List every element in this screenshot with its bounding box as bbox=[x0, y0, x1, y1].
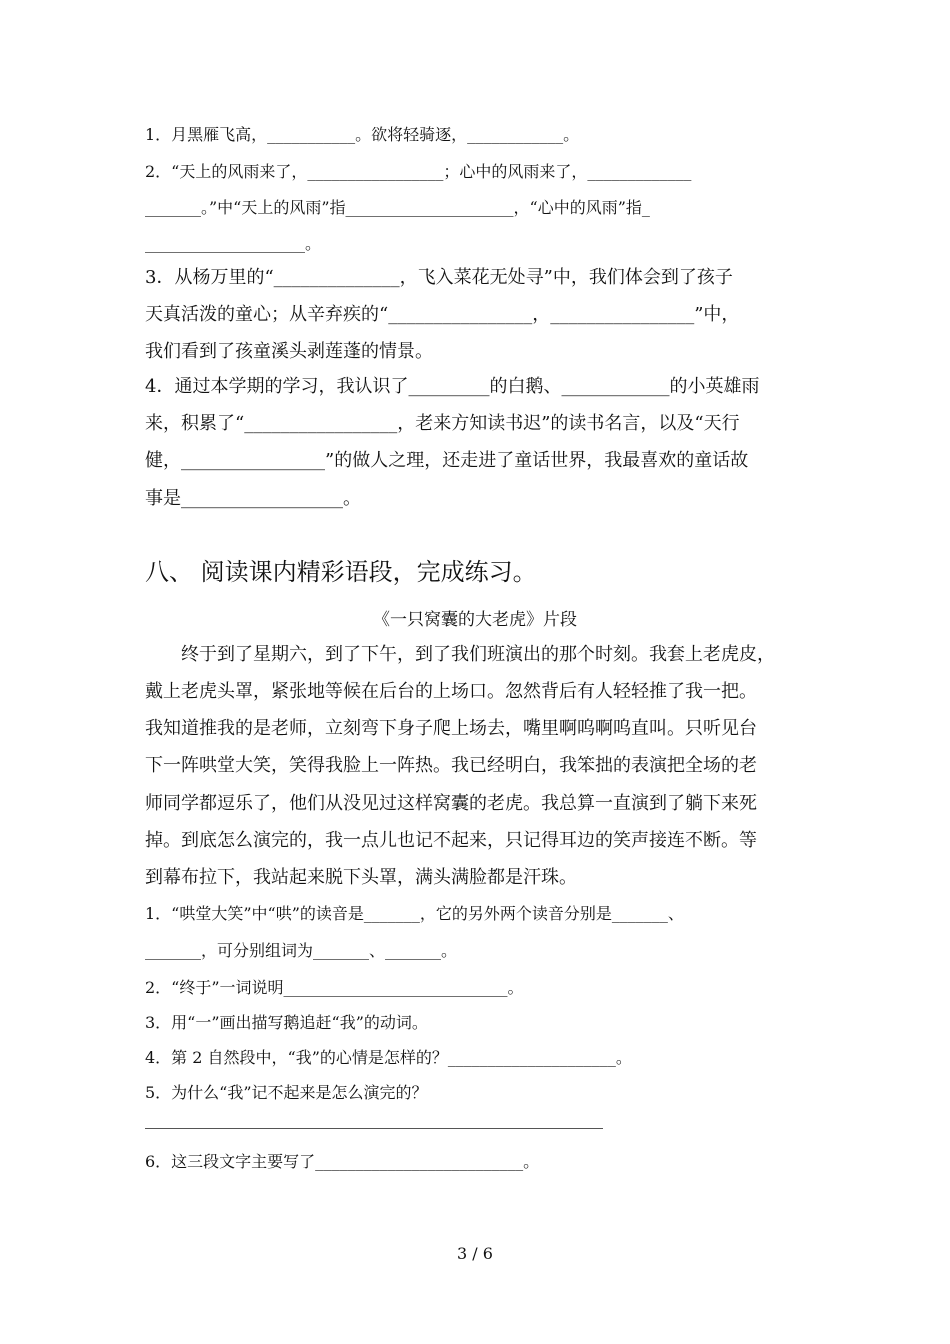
s7-line-4: ____________________。 bbox=[145, 234, 322, 253]
s7-line-1: 1．月黑雁飞高，___________。欲将轻骑逐，____________。 bbox=[145, 125, 580, 144]
question-6: 6．这三段文字主要写了__________________________。 bbox=[145, 1152, 540, 1171]
answer-line bbox=[145, 1128, 603, 1129]
passage-line: 戴上老虎头罩，紧张地等候在后台的上场口。忽然背后有人轻轻推了我一把。 bbox=[145, 681, 757, 702]
s7-line-9: 来，积累了“_________________，老来方知读书迟”的读书名言，以及“天行 bbox=[145, 413, 740, 434]
s7-line-2: 2．“天上的风雨来了，_________________；心中的风雨来了，_____________ bbox=[145, 162, 692, 181]
passage-title: 《一只窝囊的大老虎》片段 bbox=[373, 610, 577, 630]
s7-line-7: 我们看到了孩童溪头剥莲蓬的情景。 bbox=[145, 341, 433, 362]
passage-line: 掉。到底怎么演完的，我一点儿也记不起来，只记得耳边的笑声接连不断。等 bbox=[145, 830, 757, 851]
s7-line-6: 天真活泼的童心；从辛弃疾的“________________，________________”中， bbox=[145, 304, 740, 325]
passage-line: 到幕布拉下，我站起来脱下头罩，满头满脸都是汗珠。 bbox=[145, 867, 577, 888]
s7-line-3: _______。”中“天上的风雨”指_____________________，“心中的风雨”指_ bbox=[145, 198, 650, 217]
question-1a: 1．“哄堂大笑”中“哄”的读音是_______，它的另外两个读音分别是_______、 bbox=[145, 904, 684, 923]
passage-line: 下一阵哄堂大笑，笑得我脸上一阵热。我已经明白，我笨拙的表演把全场的老 bbox=[145, 755, 757, 776]
question-2: 2．“终于”一词说明____________________________。 bbox=[145, 978, 524, 997]
passage-line: 终于到了星期六，到了下午，到了我们班演出的那个时刻。我套上老虎皮， bbox=[145, 644, 775, 665]
question-4: 4．第 2 自然段中，“我”的心情是怎样的？_____________________。 bbox=[145, 1048, 632, 1067]
passage-line: 我知道推我的是老师，立刻弯下身子爬上场去，嘴里啊呜啊呜直叫。只听见台 bbox=[145, 718, 757, 739]
s7-line-5: 3．从杨万里的“______________，飞入菜花无处寻”中，我们体会到了孩子 bbox=[145, 267, 733, 288]
section-heading: 八、 阅读课内精彩语段，完成练习。 bbox=[145, 558, 537, 586]
page-number: 3 / 6 bbox=[457, 1244, 493, 1263]
question-3: 3．用“一”画出描写鹅追赶“我”的动词。 bbox=[145, 1013, 428, 1032]
s7-line-10: 健，________________”的做人之理，还走进了童话世界，我最喜欢的童话故 bbox=[145, 450, 749, 471]
question-5: 5．为什么“我”记不起来是怎么演完的？ bbox=[145, 1083, 428, 1102]
s7-line-11: 事是__________________。 bbox=[145, 488, 361, 509]
question-1b: _______，可分别组词为_______、_______。 bbox=[145, 941, 458, 960]
s7-line-8: 4．通过本学期的学习，我认识了_________的白鹅、____________的小英雄雨 bbox=[145, 376, 760, 397]
passage-line: 师同学都逗乐了，他们从没见过这样窝囊的老虎。我总算一直演到了躺下来死 bbox=[145, 793, 757, 814]
